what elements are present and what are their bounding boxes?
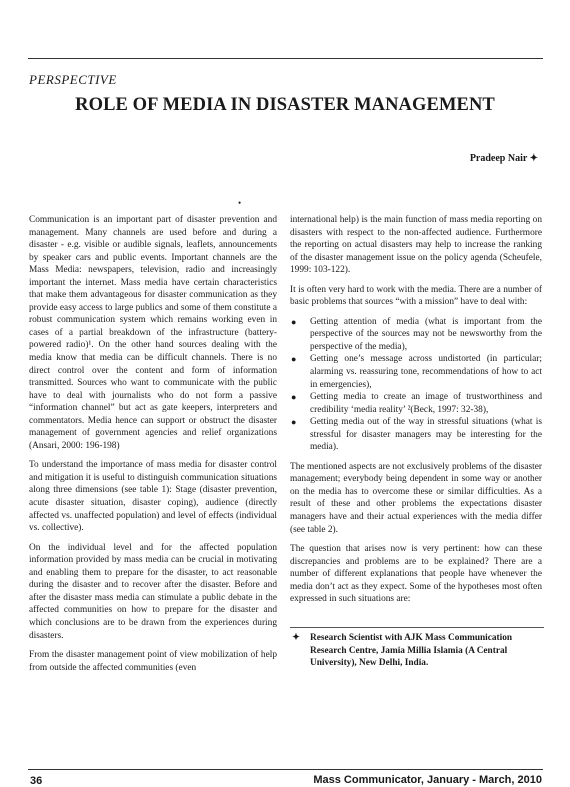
paragraph: It is often very hard to work with the media. There are a number of basic problems that sources “with a mission” have to deal with: [290, 284, 542, 308]
paragraph: The question that arises now is very pertinent: how can these discrepancies and problems are to be explained? There are a number of different explanations that people have whenever the media don’t act as they expect. Some of the hypotheses most often expressed in such situations are: [290, 544, 542, 605]
page-number: 36 [30, 775, 43, 787]
bullet-list [290, 316, 542, 454]
footnote-marker-icon: ✦ [292, 633, 300, 643]
footnote [292, 632, 544, 670]
bottom-rule [28, 769, 543, 770]
paragraph: To understand the importance of mass media for disaster control and mitigation it is useful to distinguish communication situations along three dimensions (see table 1): Stage (disaster prevention, acute disaster situation, disaster coping), audience (directly affected vs. unaffected population) and level of effects (individual vs. collective). [29, 460, 277, 534]
paragraph: The mentioned aspects are not exclusively problems of the disaster management; everybody being dependent in some way or another on the media has to overcome these or similar difficulties. As a result of these and other problems the expectations disaster managers have and their actual experiences with the media differ (see table 2). [290, 461, 542, 535]
bullet-icon: ● [291, 316, 297, 327]
footnote-rule [290, 627, 544, 628]
list-item [290, 316, 542, 354]
paragraph: On the individual level and for the affected population information provided by mass media can be crucial in motivating and enabling them to prepare for the disaster, to act reasonable during the disaster and to recover after the disaster. Before and after the disaster mass media can stimulate a public debate in the affected communities on how to prepare for the disaster and which conclusions are to be drawn from the experiences during disasters. [29, 542, 277, 641]
section-label: PERSPECTIVE [29, 72, 117, 87]
list-item-text: Getting media out of the way in stressful situations (what is stressful for disaster managers may be interesting for the media). [310, 417, 542, 453]
bullet-icon: ● [291, 392, 297, 403]
footnote-text: Research Scientist with AJK Mass Communication Research Centre, Jamia Millia Islamia (A Central University), New Delhi, India. [310, 633, 513, 668]
paragraph: international help) is the main function of mass media reporting on disasters with respect to the non-affected audience. Furthermore the reporting on actual disasters may help to increase the ranking of the disaster management issue on the policy agenda (Scheufele, 1999: 103-122). [290, 215, 542, 276]
article-title: ROLE OF MEDIA IN DISASTER MANAGEMENT [75, 95, 495, 115]
list-item-text: Getting attention of media (what is important from the perspective of the sources may not be newsworthy from the perspective of the media), [310, 316, 542, 352]
left-column [29, 214, 277, 681]
journal-footer: Mass Communicator, January - March, 2010 [313, 774, 542, 786]
bullet-icon: ● [291, 354, 297, 365]
list-item-text: Getting one’s message across undistorted (in particular; alarming vs. reassuring tone, recommendations of how to act in emergencies), [310, 354, 542, 390]
list-item [290, 416, 542, 454]
list-item [290, 391, 542, 416]
list-item [290, 353, 542, 391]
top-rule [28, 58, 543, 59]
stray-dot: • [238, 198, 242, 208]
paragraph: Communication is an important part of disaster prevention and management. Many channels are used before and during a disaster - e.g. visible or audible signals, leaflets, announcements by speaker cars and public events. Important channels are the Mass Media: newspapers, television, radio and increasingly important the internet. Mass media have certain characteristics that make them advantageous for disaster communication as they provide easy access to large publics and some of them constitute a robust communication system which remains working even in cases of a partial breakdown of the infrastructure (battery-powered radio)¹. On the other hand sources dealing with the media know that media can be difficult channels. There is no direct control over the content and form of information transmitted. Sources who want to communicate with the public have to deal with journalists who do not form a passive “information channel” but act as gate keepers, interpreters and commentators. Media hence can support or obstruct the disaster management of government agencies and relief organizations (Ansari, 2000: 196-198) [29, 215, 277, 451]
paragraph: From the disaster management point of view mobilization of help from outside the affected communities (even [29, 650, 277, 673]
list-item-text: Getting media to create an image of trustworthiness and credibility ‘media reality’ ²(Beck, 1997: 32-38), [310, 392, 542, 415]
right-column [290, 214, 542, 613]
author-name: Pradeep Nair ✦ [469, 153, 538, 164]
bullet-icon: ● [291, 417, 297, 428]
